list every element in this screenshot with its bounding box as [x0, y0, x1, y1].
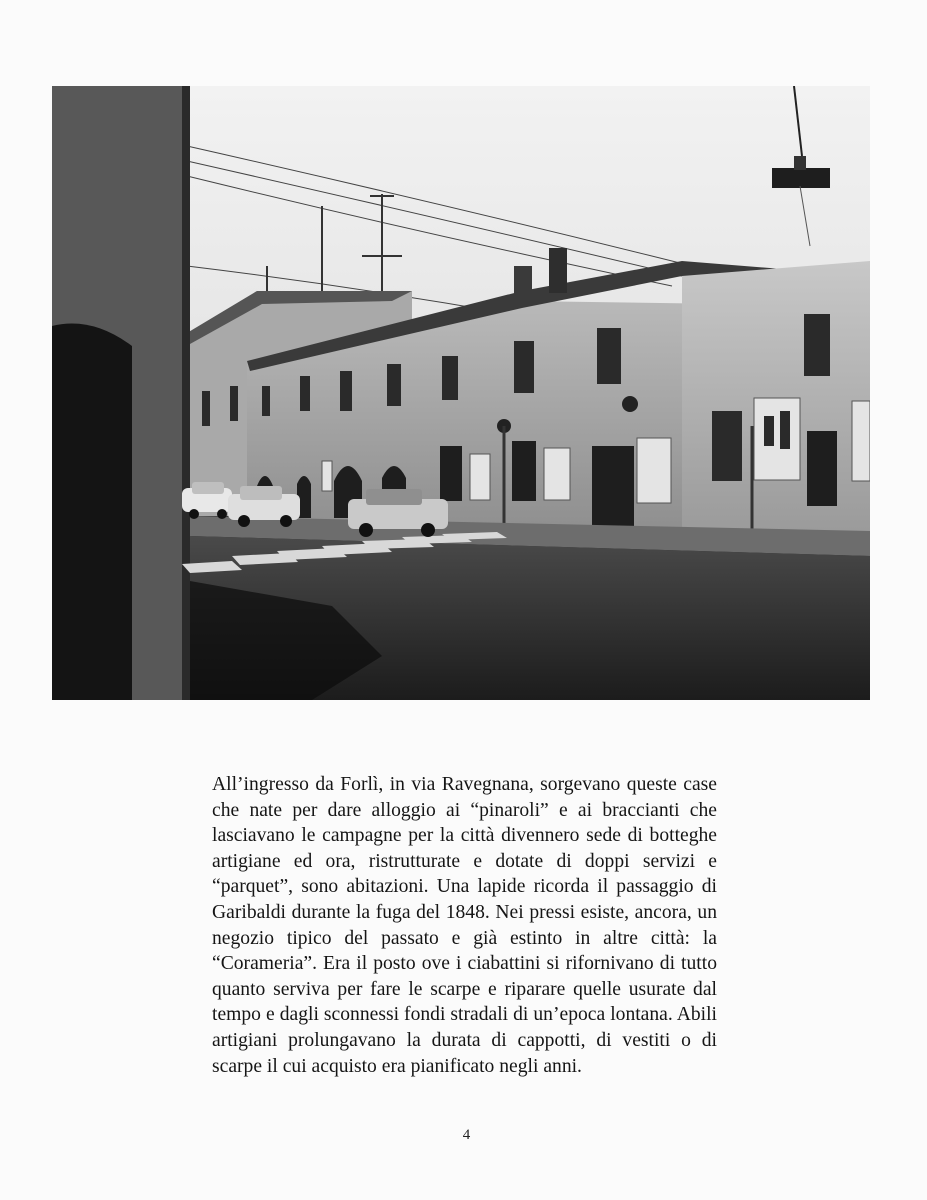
- photo-caption: All’ingresso da Forlì, in via Ravegnana, sorgevano queste case che nate per dare alloggio ai “pinaroli” e ai braccianti che lasciavano le campagne per la città divennero sede di botteghe artigiane ed ora, ristrutturate e dotate di doppi servizi e “parquet”, sono abitazioni. Una lapide ricorda il passaggio di Garibaldi durante la fuga del 1848. Nei pressi esiste, ancora, un negozio tipico del passato e già estinto in altre città: la “Corameria”. Era il posto ove i ciabattini si rifornivano di tutto quanto serviva per fare le scarpe e riparare quelle usurate dal tempo e dagli sconnessi fondi stradali di un’epoca lontana. Abili artigiani prolungavano la durata di cappotti, di vestiti o di scarpe il cui acquisto era pianificato negli anni.: [212, 774, 717, 1077]
- street-photograph: [52, 86, 870, 700]
- page-number: 4: [462, 1127, 471, 1143]
